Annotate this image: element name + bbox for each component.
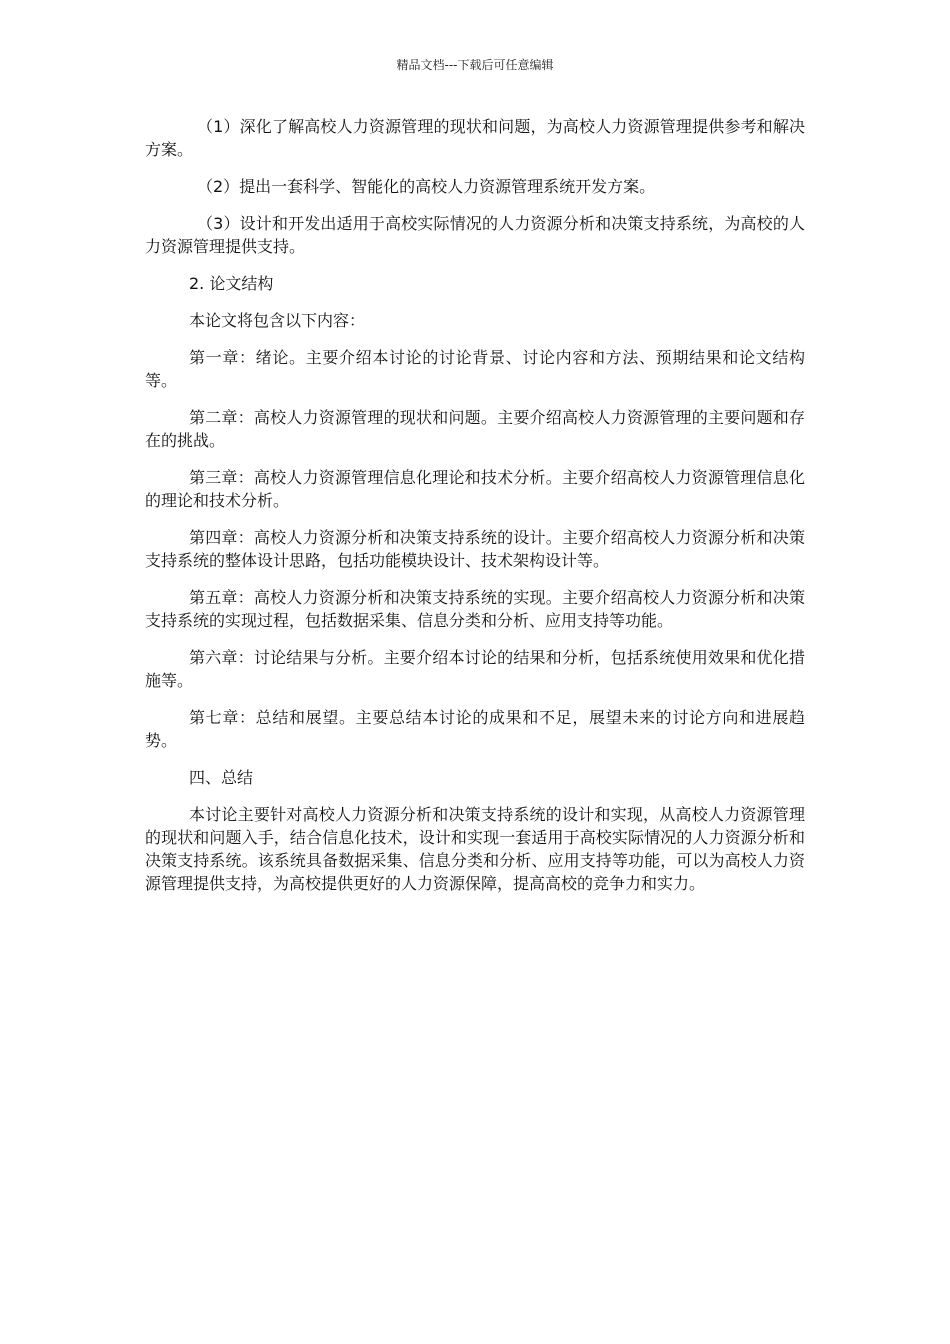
structure-intro: 本论文将包含以下内容： [189,311,366,330]
chapter-2-paragraph: 第二章：高校人力资源管理的现状和问题。主要介绍高校人力资源管理的主要问题和存在的挑战。 [145,408,805,450]
section-heading-thesis-structure: 2. 论文结构 [189,274,274,293]
chapter-1-paragraph: 第一章：绪论。主要介绍本讨论的讨论背景、讨论内容和方法、预期结果和论文结构等。 [145,348,805,390]
chapter-5-paragraph: 第五章：高校人力资源分析和决策支持系统的实现。主要介绍高校人力资源分析和决策支持系统的实现过程，包括数据采集、信息分类和分析、应用支持等功能。 [145,588,805,630]
page-header: 精品文档---下载后可任意编辑 [396,58,554,72]
chapter-7-paragraph: 第七章：总结和展望。主要总结本讨论的成果和不足，展望未来的讨论方向和进展趋势。 [145,708,805,750]
chapter-6-paragraph: 第六章：讨论结果与分析。主要介绍本讨论的结果和分析，包括系统使用效果和优化措施等。 [145,648,805,690]
objective-item-1: （1）深化了解高校人力资源管理的现状和问题，为高校人力资源管理提供参考和解决方案。 [145,117,805,159]
document-body [145,115,805,909]
chapter-3-paragraph: 第三章：高校人力资源管理信息化理论和技术分析。主要介绍高校人力资源管理信息化的理论和技术分析。 [145,468,805,510]
section-heading-summary: 四、总结 [189,768,254,787]
chapter-4-paragraph: 第四章：高校人力资源分析和决策支持系统的设计。主要介绍高校人力资源分析和决策支持系统的整体设计思路，包括功能模块设计、技术架构设计等。 [145,528,805,570]
objective-item-3: （3）设计和开发出适用于高校实际情况的人力资源分析和决策支持系统，为高校的人力资源管理提供支持。 [145,214,805,256]
objective-item-2: （2）提出一套科学、智能化的高校人力资源管理系统开发方案。 [197,177,656,196]
summary-paragraph: 本讨论主要针对高校人力资源分析和决策支持系统的设计和实现，从高校人力资源管理的现状和问题入手，结合信息化技术，设计和实现一套适用于高校实际情况的人力资源分析和决策支持系统。该系统具备数据采集、信息分类和分析、应用支持等功能，可以为高校人力资源管理提供支持，为高校提供更好的人力资源保障，提高高校的竞争力和实力。 [145,805,805,893]
